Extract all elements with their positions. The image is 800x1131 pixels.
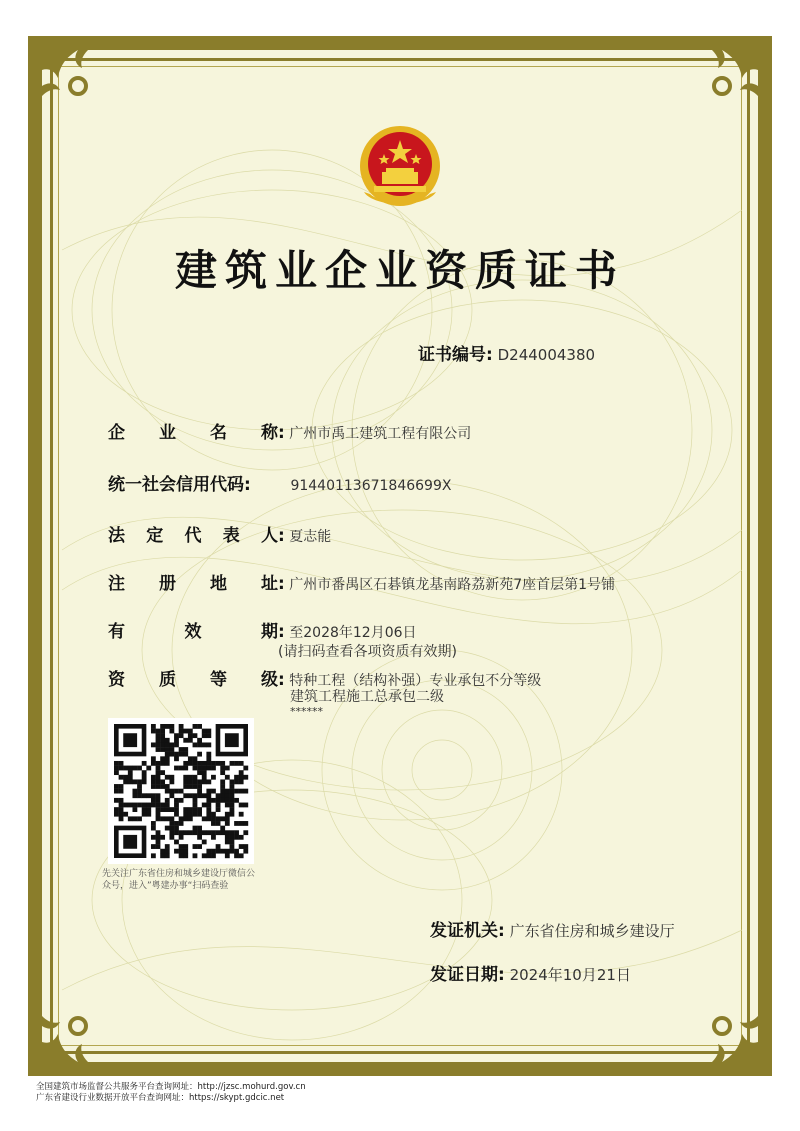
footer-line-provincial: 广东省建设行业数据开放平台查询网址：https://skypt.gdcic.net bbox=[36, 1093, 285, 1103]
issuer-value: 广东省住房和城乡建设厅 bbox=[509, 922, 675, 940]
footer-line-national: 全国建筑市场监督公共服务平台查询网址：http://jzsc.mohurd.gov.cn bbox=[36, 1082, 306, 1092]
issue-date-row bbox=[430, 960, 631, 985]
qualification-item: ****** bbox=[290, 705, 323, 718]
qr-caption: 先关注广东省住房和城乡建设厅微信公众号，进入”粤建办事“扫码查验 bbox=[102, 869, 256, 891]
qr-code[interactable] bbox=[108, 718, 254, 864]
validity-note: (请扫码查看各项资质有效期) bbox=[278, 644, 457, 660]
credit-code-label: 统一社会信用代码: bbox=[108, 475, 251, 495]
qualification-row: 资 质 等 级 : 特种工程（结构补强）专业承包不分等级 bbox=[108, 665, 541, 690]
legal-rep-value: 夏志能 bbox=[289, 529, 332, 545]
company-name-value: 广州市禹工建筑工程有限公司 bbox=[289, 426, 472, 442]
validity-value: 至2028年12月06日 bbox=[289, 625, 417, 641]
corner-ornament-bottom-left bbox=[32, 982, 122, 1072]
credit-code-row bbox=[108, 470, 451, 495]
footer bbox=[36, 1082, 306, 1104]
company-name-label: 企 业 名 称 bbox=[108, 423, 278, 443]
qualification-item: 特种工程（结构补强）专业承包不分等级 bbox=[289, 673, 542, 689]
corner-ornament-bottom-right bbox=[678, 982, 768, 1072]
corner-ornament-top-left bbox=[32, 40, 122, 130]
credit-code-value: 91440113671846699X bbox=[290, 478, 452, 494]
issuer-row bbox=[430, 916, 675, 941]
qualification-label: 资 质 等 级 bbox=[108, 670, 278, 690]
national-emblem-icon bbox=[354, 122, 446, 214]
issue-date-value: 2024年10月21日 bbox=[509, 966, 631, 984]
issue-date-label: 发证日期: bbox=[430, 965, 505, 985]
validity-label: 有 效 期 bbox=[108, 622, 278, 642]
address-row: 注 册 地 址 : 广州市番禺区石碁镇龙基南路荔新苑7座首层第1号铺 bbox=[108, 569, 615, 594]
address-value: 广州市番禺区石碁镇龙基南路荔新苑7座首层第1号铺 bbox=[289, 577, 616, 593]
certificate-number bbox=[418, 340, 595, 365]
certificate-number-value: D244004380 bbox=[497, 346, 596, 364]
address-label: 注 册 地 址 bbox=[108, 574, 278, 594]
certificate-title: 建筑业企业资质证书 bbox=[174, 246, 625, 295]
company-name-row: 企 业 名 称 : 广州市禹工建筑工程有限公司 bbox=[108, 418, 471, 443]
certificate-number-label: 证书编号: bbox=[418, 345, 493, 365]
qualification-item: 建筑工程施工总承包二级 bbox=[290, 689, 444, 705]
certificate bbox=[28, 36, 772, 1076]
legal-rep-row: 法 定 代 表 人 : 夏志能 bbox=[108, 521, 331, 546]
corner-ornament-top-right bbox=[678, 40, 768, 130]
legal-rep-label: 法 定 代 表 人 bbox=[108, 526, 278, 546]
validity-row: 有 效 期 : 至2028年12月06日 bbox=[108, 617, 417, 642]
issuer-label: 发证机关: bbox=[430, 921, 505, 941]
